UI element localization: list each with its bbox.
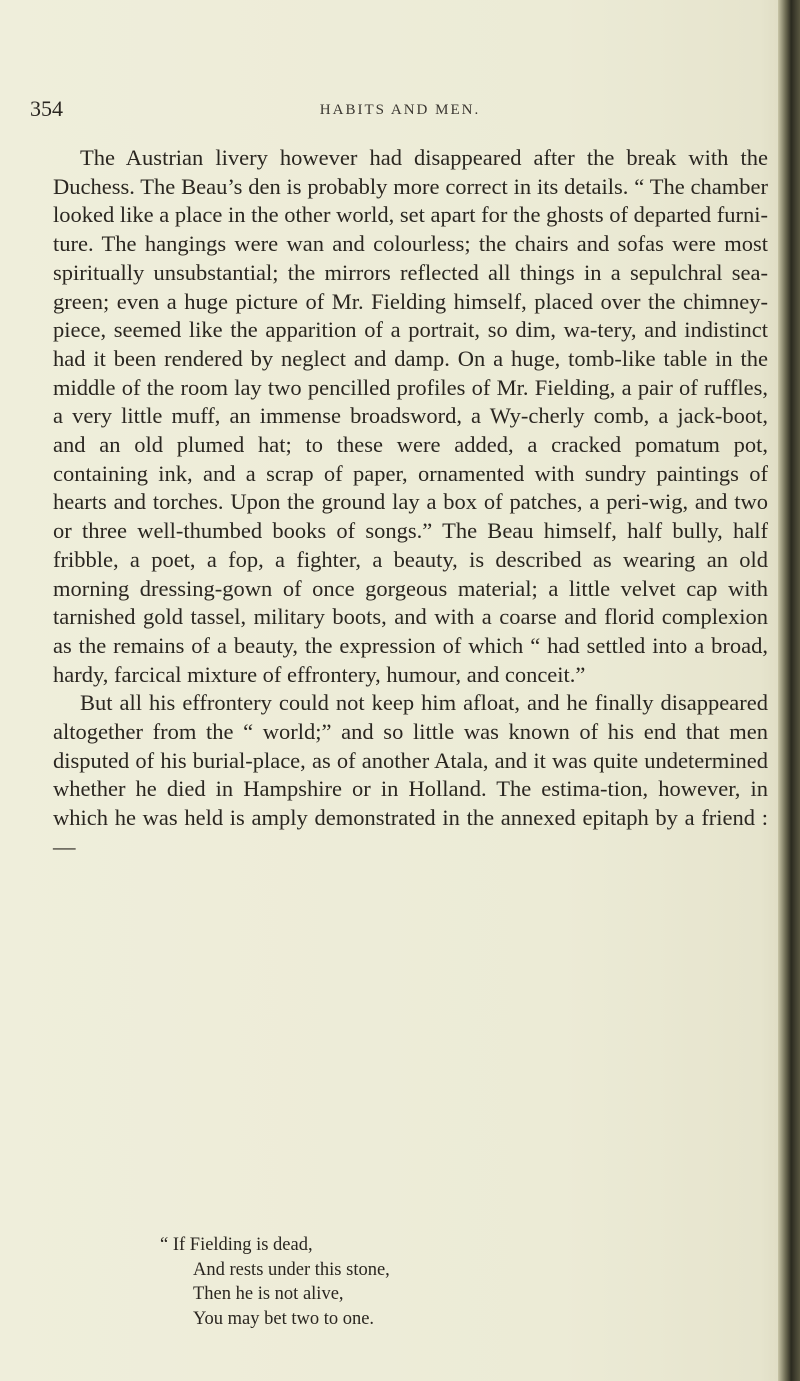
paragraph-2: But all his effrontery could not keep him afloat, and he finally disappeared altogether from the “ world;” and so little was known of his end that men disputed of his burial-place, as of another Atala, and it was quite undetermined whether he died in Hampshire or in Holland. The estima-tion, however, in which he was held is amply demonstrated in the annexed epitaph by a friend :— bbox=[53, 690, 768, 859]
page-header bbox=[30, 96, 770, 126]
epitaph-verse bbox=[160, 1233, 680, 1332]
verse-line-4: You may bet two to one. bbox=[193, 1309, 375, 1330]
verse-line-1: “ If Fielding is dead, bbox=[160, 1235, 313, 1255]
running-title: HABITS AND MEN. bbox=[319, 102, 481, 118]
paragraph-1: The Austrian livery however had disappeared after the break with the Duchess. The Beau’s den is probably more correct in its details. “ The chamber looked like a place in the other world, set apart for the ghosts of departed furni-ture. The hangings were wan and colourless; the chairs and sofas were most spiritually unsubstantial; the mirrors reflected all things in a sepulchral sea-green; even a huge picture of Mr. Fielding himself, placed over the chimney-piece, seemed like the apparition of a portrait, so dim, wa-tery, and indistinct had it been rendered by neglect and damp. On a huge, tomb-like table in the middle of the room lay two pencilled profiles of Mr. Fielding, a pair of ruffles, a very little muff, an immense broadsword, a Wy-cherly comb, a jack-boot, and an old plumed hat; to these were added, a cracked pomatum pot, containing ink, and a scrap of paper, ornamented with sundry paintings of hearts and torches. Upon the ground lay a box of patches, a peri-wig, and two or three well-thumbed books of songs.” The Beau himself, half bully, half fribble, a poet, a fop, a fighter, a beauty, is described as wearing an old morning dressing-gown of once gorgeous material; a little velvet cap with tarnished gold tassel, military boots, and with a coarse and florid complexion as the remains of a beauty, the expression of which “ had settled into a broad, hardy, farcical mixture of effrontery, humour, and conceit.” bbox=[53, 145, 768, 687]
body-text bbox=[53, 144, 768, 862]
verse-line-3: Then he is not alive, bbox=[193, 1284, 344, 1305]
verse-line-2: And rests under this stone, bbox=[193, 1259, 390, 1280]
page-edge-shadow bbox=[778, 0, 800, 1381]
page-number: 354 bbox=[30, 96, 63, 121]
